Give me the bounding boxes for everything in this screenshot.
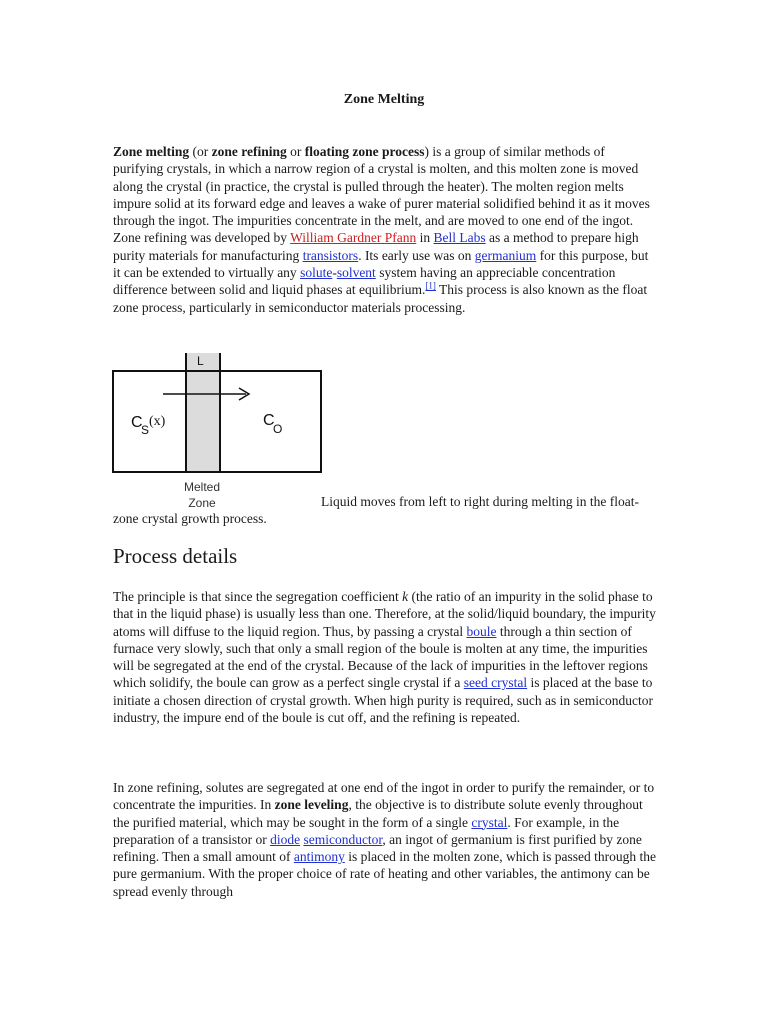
term-k: k bbox=[402, 589, 409, 604]
link-transistors[interactable]: transistors bbox=[302, 247, 359, 263]
zone-melting-diagram bbox=[111, 349, 325, 511]
zone-length-label: L bbox=[197, 354, 204, 368]
reference-link-1[interactable]: [1] bbox=[425, 280, 436, 291]
zone-label-line2: Zone bbox=[188, 496, 216, 510]
link-seed-crystal[interactable]: seed crystal bbox=[463, 675, 528, 691]
term-zone-refining: zone refining bbox=[211, 144, 287, 159]
term-zone-leveling: zone leveling bbox=[274, 797, 349, 813]
link-antimony[interactable]: antimony bbox=[293, 849, 345, 865]
cs-subscript: S bbox=[141, 423, 150, 437]
link-germanium[interactable]: germanium bbox=[474, 247, 537, 263]
cs-argument: (x) bbox=[149, 414, 166, 429]
intro-paragraph: Zone melting (or zone refining or floating zone process) is a group of similar methods of purifying crystals, in which a narrow region of a crystal is molten, and this molten zone is moved along the crystal (in practice, the crystal is pulled through the heater). The molten region melts impure solid at its forward edge and leaves a wake of purer material solidified behind it as it moves through the ingot. The impurities concentrate in the melt, and are moved to one end of the ingot. Zone refining was developed by William Gardner Pfann in Bell Labs as a method to prepare high purity materials for manufacturing transistors. Its early use was on germanium for this purpose, but it can be extended to virtually any solute-solvent system having an appreciable concentration difference between solid and liquid phases at equilibrium.[1] This process is also known as the float zone process, particularly in semiconductor materials processing. bbox=[113, 144, 650, 315]
process-paragraph-1: The principle is that since the segregation coefficient k (the ratio of an impurity in the solid phase to that in the liquid phase) is usually less than one. Therefore, at the solid/liquid boundary, the impurity atoms will diffuse to the liquid region. Thus, by passing a crystal boule through a thin section of furnace very slowly, such that only a small region of the boule is molten at any time, the impurities will be segregated at the end of the crystal. Because of the lack of impurities in the leftover regions which solidify, the boule can grow as a perfect single crystal if a seed crystal is placed at the base to initiate a chosen direction of crystal growth. When high purity is required, such as in semiconductor industry, the impure end of the boule is cut off, and the refining is repeated. bbox=[113, 589, 656, 726]
section-heading-process-details: Process details bbox=[113, 544, 238, 568]
document-title: Zone Melting bbox=[343, 92, 425, 107]
link-william-gardner-pfann[interactable]: William Gardner Pfann bbox=[290, 230, 417, 246]
link-solvent[interactable]: solvent bbox=[336, 265, 376, 281]
co-label: C bbox=[263, 412, 275, 429]
term-floating-zone: floating zone process bbox=[304, 144, 425, 159]
co-subscript: O bbox=[273, 422, 283, 436]
link-diode[interactable]: diode bbox=[270, 831, 301, 847]
figure-caption: Liquid moves from left to right during melting in the float-zone crystal growth process. bbox=[113, 494, 639, 527]
link-solute[interactable]: solute bbox=[300, 265, 333, 281]
link-crystal[interactable]: crystal bbox=[471, 814, 508, 830]
process-paragraph-2: In zone refining, solutes are segregated at one end of the ingot in order to purify the remainder, or to concentrate the impurities. In zone leveling, the objective is to distribute solute evenly throughout the purified material, which may be sought in the form of a single crystal. For example, in the preparation of a transistor or diode semiconductor, an ingot of germanium is first purified by zone refining. Then a small amount of antimony is placed in the molten zone, which is passed through the pure germanium. With the proper choice of rate of heating and other variables, the antimony can be spread evenly through bbox=[113, 780, 657, 899]
cs-label: C bbox=[131, 414, 143, 431]
link-semiconductor[interactable]: semiconductor bbox=[303, 831, 383, 847]
zone-label-line1: Melted bbox=[183, 480, 221, 494]
link-boule[interactable]: boule bbox=[466, 623, 497, 639]
term-zone-melting: Zone melting bbox=[113, 144, 190, 159]
link-bell-labs[interactable]: Bell Labs bbox=[433, 230, 486, 246]
